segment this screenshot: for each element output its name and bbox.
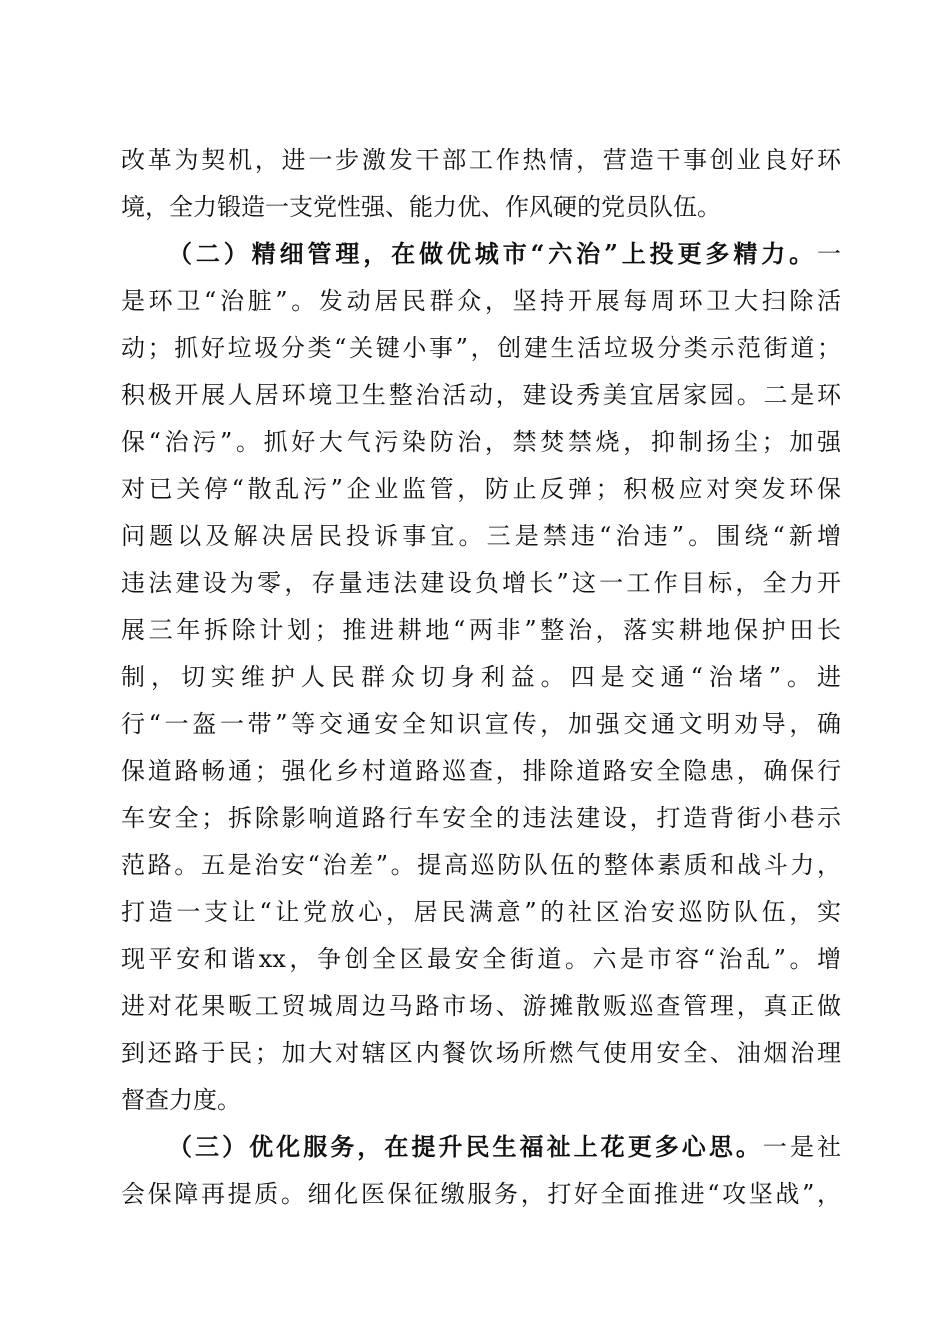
text-line: 改革为契机，进一步激发干部工作热情，营造干事创业良好环 [121, 146, 841, 174]
text-line: 督查力度。 [121, 1086, 241, 1114]
text-line: 范路。五是治安“治差”。提高巡防队伍的整体素质和战斗力， [121, 851, 841, 879]
text-line: 制，切实维护人民群众切身利益。四是交通“治堵”。进 [121, 663, 841, 691]
text-line: 会保障再提质。细化医保征缴服务，打好全面推进“攻坚战”， [121, 1180, 841, 1208]
text-line: 对已关停“散乱污”企业监管，防止反弹；积极应对突发环保 [121, 475, 841, 503]
text-line: 积极开展人居环境卫生整治活动，建设秀美宜居家园。二是环 [121, 381, 841, 409]
text-line: 违法建设为零，存量违法建设负增长”这一工作目标，全力开 [121, 569, 841, 597]
section-heading-line [168, 1127, 841, 1167]
text-line: 保道路畅通；强化乡村道路巡查，排除道路安全隐患，确保行 [121, 757, 841, 785]
text-line: 问题以及解决居民投诉事宜。三是禁违“治违”。围绕“新增 [121, 522, 841, 550]
text-line: 打造一支让“让党放心，居民满意”的社区治安巡防队伍，实 [121, 898, 841, 926]
text-line: 保“治污”。抓好大气污染防治，禁焚禁烧，抑制扬尘；加强 [121, 428, 841, 456]
text-line: 动；抓好垃圾分类“关键小事”，创建生活垃圾分类示范街道； [121, 334, 841, 362]
text-line: 进对花果畈工贸城周边马路市场、游摊散贩巡查管理，真正做 [121, 992, 841, 1020]
text-line: 展三年拆除计划；推进耕地“两非”整治，落实耕地保护田长 [121, 616, 841, 644]
text-line: 车安全；拆除影响道路行车安全的违法建设，打造背街小巷示 [121, 804, 841, 832]
text-line: 到还路于民；加大对辖区内餐饮场所燃气使用安全、油烟治理 [121, 1039, 841, 1067]
text-line: 行“一盔一带”等交通安全知识宣传，加强交通文明劝导，确 [121, 710, 841, 738]
text-line: 境，全力锻造一支党性强、能力优、作风硬的党员队伍。 [121, 193, 721, 221]
section-heading-line [168, 234, 841, 274]
text-line: 现平安和谐xx，争创全区最安全街道。六是市容“治乱”。增 [121, 945, 841, 973]
section-heading: （二）精细管理，在做优城市“六治”上投更多精力。 [168, 239, 817, 268]
text-run: 一是社 [762, 1133, 842, 1161]
text-line: 是环卫“治脏”。发动居民群众，坚持开展每周环卫大扫除活 [121, 287, 841, 315]
section-heading: （三）优化服务，在提升民生福祉上花更多心思。 [168, 1132, 763, 1161]
text-run: 一 [817, 240, 841, 268]
